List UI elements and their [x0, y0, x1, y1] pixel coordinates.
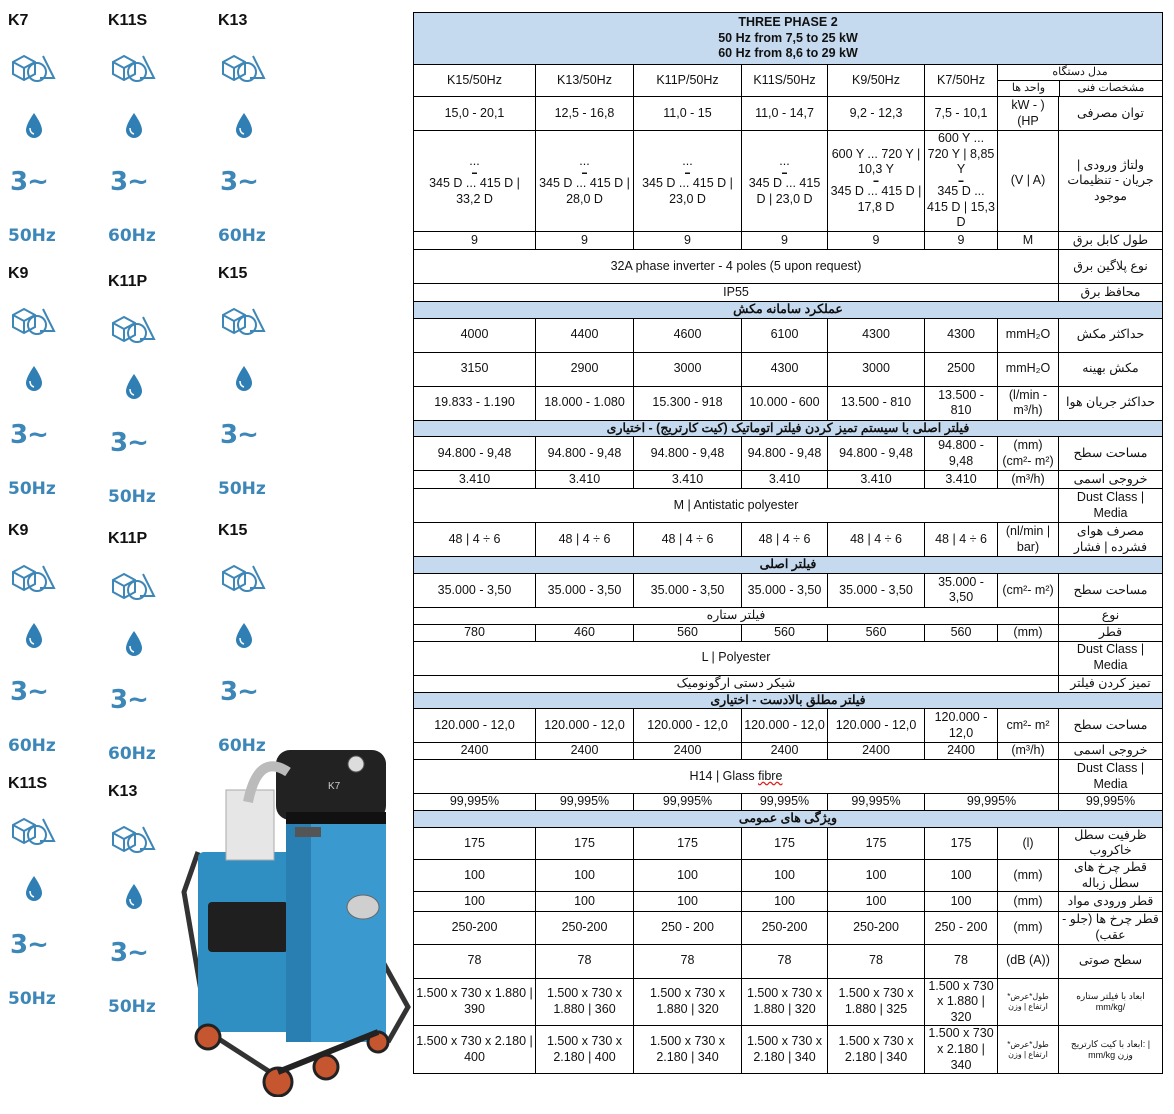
table-cell: 2400 — [414, 743, 536, 760]
materials-icon — [10, 813, 56, 849]
table-cell: 600 Y ... 720 Y | 8,85 Y ▬ 345 D ... 415 D | 15,3 D — [925, 131, 998, 232]
table-cell: IP55 — [414, 284, 1059, 302]
materials-icon — [110, 50, 156, 86]
table-cell: 78 — [742, 944, 828, 978]
table-cell: 99,995% — [536, 794, 634, 811]
table-cell: 11,0 - 15 — [634, 97, 742, 131]
table-cell: 175 — [742, 827, 828, 859]
model-name: K15 — [218, 265, 248, 282]
table-cell: 99,995% — [1059, 794, 1163, 811]
table-cell: 18.000 - 1.080 — [536, 386, 634, 420]
table-cell: 35.000 - 3,50 — [742, 573, 828, 607]
frequency-label: 50Hz — [8, 479, 56, 499]
table-cell: 120.000 - 12,0 — [828, 709, 925, 743]
table-cell: 1.500 x 730 x 1.880 | 320 — [742, 978, 828, 1026]
table-cell: 250-200 — [536, 912, 634, 944]
table-cell: 4300 — [828, 318, 925, 352]
table-cell: 1.500 x 730 x 2.180 | 400 — [414, 1026, 536, 1074]
model-name: K9 — [8, 522, 29, 539]
table-cell: 3.410 — [742, 471, 828, 489]
liquid-drop-icon — [24, 622, 44, 650]
row-label: ابعاد با فیلتر ستاره mm/kg/ — [1059, 978, 1163, 1026]
table-row — [414, 131, 1163, 232]
three-phase-icon: 3~ — [110, 167, 148, 197]
liquid-drop-icon — [124, 883, 144, 911]
unit-cell: (nl/min | bar) — [998, 523, 1059, 557]
table-cell: 99,995% — [742, 794, 828, 811]
table-cell: 560 — [828, 624, 925, 641]
three-phase-icon: 3~ — [220, 167, 258, 197]
table-cell: 4300 — [742, 352, 828, 386]
unit-cell: (m³/h) — [998, 471, 1059, 489]
column-header: K11P/50Hz — [634, 65, 742, 97]
table-row — [414, 860, 1163, 892]
unit-cell: (m³/h) — [998, 743, 1059, 760]
frequency-label: 50Hz — [108, 487, 156, 507]
table-cell: 460 — [536, 624, 634, 641]
table-cell: 99,995% — [925, 794, 1059, 811]
row-label: طول کابل برق — [1059, 232, 1163, 250]
unit-cell: (mm) — [998, 912, 1059, 944]
frequency-label: 60Hz — [218, 226, 266, 246]
header-labels: مدل دستگاه واحد ها مشخصات فنی — [998, 65, 1163, 97]
unit-cell: (l/min - m³/h) — [998, 386, 1059, 420]
table-row — [414, 675, 1163, 692]
table-row — [414, 912, 1163, 944]
row-label: سطح صوتی — [1059, 944, 1163, 978]
liquid-drop-icon — [124, 373, 144, 401]
row-label: توان مصرفی — [1059, 97, 1163, 131]
liquid-drop-icon — [234, 112, 254, 140]
table-cell: 35.000 - 3,50 — [828, 573, 925, 607]
table-cell: 94.800 - 9,48 — [536, 437, 634, 471]
table-cell: 48 | 4 ÷ 6 — [925, 523, 998, 557]
frequency-label: 60Hz — [108, 226, 156, 246]
frequency-label: 50Hz — [218, 479, 266, 499]
row-label: خروجی اسمی — [1059, 471, 1163, 489]
liquid-drop-icon — [24, 112, 44, 140]
table-cell: فیلتر ستاره — [414, 607, 1059, 624]
table-cell: 7,5 - 10,1 — [925, 97, 998, 131]
unit-cell: mmH₂O — [998, 318, 1059, 352]
table-cell: 2400 — [828, 743, 925, 760]
materials-icon — [110, 568, 156, 604]
table-cell: ... ▬ 345 D ... 415 D | 33,2 D — [414, 131, 536, 232]
section-row — [414, 302, 1163, 319]
table-cell: 3.410 — [536, 471, 634, 489]
table-cell: 1.500 x 730 x 1.880 | 325 — [828, 978, 925, 1026]
materials-icon — [10, 50, 56, 86]
table-cell: 2400 — [742, 743, 828, 760]
table-cell: 1.500 x 730 x 2.180 | 340 — [925, 1026, 998, 1074]
liquid-drop-icon — [234, 622, 254, 650]
table-cell: 3150 — [414, 352, 536, 386]
table-cell: 100 — [828, 860, 925, 892]
unit-cell: cm²- m² — [998, 709, 1059, 743]
table-cell: 1.500 x 730 x 1.880 | 390 — [414, 978, 536, 1026]
table-cell: 15.300 - 918 — [634, 386, 742, 420]
table-row — [414, 97, 1163, 131]
section-row — [414, 692, 1163, 709]
table-cell: 100 — [634, 892, 742, 912]
table-cell: ... ▬ 345 D ... 415 D | 23,0 D — [634, 131, 742, 232]
table-row — [414, 250, 1163, 284]
table-row — [414, 318, 1163, 352]
column-header: K7/50Hz — [925, 65, 998, 97]
row-label: محافظ برق — [1059, 284, 1163, 302]
row-label: خروجی اسمی — [1059, 743, 1163, 760]
three-phase-icon: 3~ — [10, 677, 48, 707]
table-row — [414, 352, 1163, 386]
table-cell: 560 — [925, 624, 998, 641]
table-cell: 94.800 - 9,48 — [828, 437, 925, 471]
model-name: K11P — [108, 273, 148, 290]
table-cell: 100 — [414, 860, 536, 892]
section-header: فیلتر اصلی با سیستم تمیز کردن فیلتر اتوماتیک (کیت کارتریج) - اختیاری — [414, 420, 1163, 437]
column-header: K15/50Hz — [414, 65, 536, 97]
table-cell: 78 — [536, 944, 634, 978]
section-row — [414, 557, 1163, 574]
vacuum-machine-illustration — [178, 742, 413, 1097]
table-cell: 780 — [414, 624, 536, 641]
section-header: عملکرد سامانه مکش — [414, 302, 1163, 319]
table-row — [414, 978, 1163, 1026]
section-header: فیلتر اصلی — [414, 557, 1163, 574]
unit-cell: طول*عرض* ارتفاع | وزن — [998, 978, 1059, 1026]
table-row — [414, 471, 1163, 489]
table-cell: 2400 — [925, 743, 998, 760]
table-cell: 9 — [828, 232, 925, 250]
machine-label: K7 — [328, 781, 341, 792]
table-cell: 13.500 - 810 — [925, 386, 998, 420]
table-cell: 48 | 4 ÷ 6 — [414, 523, 536, 557]
section-row — [414, 420, 1163, 437]
unit-cell: (mm) — [998, 624, 1059, 641]
table-cell: 175 — [536, 827, 634, 859]
table-cell: 4300 — [925, 318, 998, 352]
table-cell: 100 — [742, 892, 828, 912]
row-label: ظرفیت سطل خاکروب — [1059, 827, 1163, 859]
table-cell: 2400 — [536, 743, 634, 760]
table-row — [414, 489, 1163, 523]
table-cell: 78 — [634, 944, 742, 978]
table-cell: 2400 — [634, 743, 742, 760]
table-cell: 9 — [634, 232, 742, 250]
section-row — [414, 811, 1163, 828]
table-cell: 250-200 — [828, 912, 925, 944]
table-row — [414, 437, 1163, 471]
three-phase-icon: 3~ — [220, 420, 258, 450]
table-cell: 250-200 — [742, 912, 828, 944]
model-name: K15 — [218, 522, 248, 539]
table-cell: 3000 — [634, 352, 742, 386]
materials-icon — [10, 560, 56, 596]
spec-table — [413, 12, 1163, 1074]
table-cell: 175 — [414, 827, 536, 859]
materials-icon — [220, 50, 266, 86]
table-cell: 2500 — [925, 352, 998, 386]
table-cell: 35.000 - 3,50 — [925, 573, 998, 607]
frequency-label: 50Hz — [8, 989, 56, 1009]
row-label: ابعاد با کیت کارتریج: | mm/kg وزن — [1059, 1026, 1163, 1074]
table-cell: 99,995% — [634, 794, 742, 811]
table-cell: 9 — [536, 232, 634, 250]
liquid-drop-icon — [124, 112, 144, 140]
table-cell: 1.500 x 730 x 2.180 | 400 — [536, 1026, 634, 1074]
table-row — [414, 794, 1163, 811]
table-cell: 1.500 x 730 x 2.180 | 340 — [634, 1026, 742, 1074]
table-cell: 175 — [634, 827, 742, 859]
model-name: K11P — [108, 530, 148, 547]
frequency-label: 60Hz — [218, 736, 266, 756]
table-cell: 3.410 — [414, 471, 536, 489]
three-phase-icon: 3~ — [110, 685, 148, 715]
model-name: K11S — [8, 775, 48, 792]
column-header: K9/50Hz — [828, 65, 925, 97]
table-cell: 48 | 4 ÷ 6 — [828, 523, 925, 557]
table-cell: 9 — [925, 232, 998, 250]
table-cell: 99,995% — [828, 794, 925, 811]
table-cell: 560 — [634, 624, 742, 641]
table-cell: 2900 — [536, 352, 634, 386]
table-cell: 250-200 — [414, 912, 536, 944]
row-label: حداکثر مکش — [1059, 318, 1163, 352]
row-label: قطر چرخ های سطل زباله — [1059, 860, 1163, 892]
frequency-label: 50Hz — [108, 997, 156, 1017]
table-row — [414, 944, 1163, 978]
table-cell: 100 — [925, 860, 998, 892]
table-cell: 48 | 4 ÷ 6 — [634, 523, 742, 557]
table-cell: 250 - 200 — [925, 912, 998, 944]
table-cell: 11,0 - 14,7 — [742, 97, 828, 131]
table-cell: 19.833 - 1.190 — [414, 386, 536, 420]
table-cell: 35.000 - 3,50 — [414, 573, 536, 607]
table-cell: 10.000 - 600 — [742, 386, 828, 420]
table-cell: 4600 — [634, 318, 742, 352]
model-name: K7 — [8, 12, 29, 29]
table-cell: 100 — [536, 892, 634, 912]
table-cell: 94.800 - 9,48 — [925, 437, 998, 471]
table-cell: 3.410 — [828, 471, 925, 489]
table-cell: 1.500 x 730 x 1.880 | 320 — [634, 978, 742, 1026]
materials-icon — [110, 821, 156, 857]
table-cell: ... ▬ 345 D ... 415 D | 28,0 D — [536, 131, 634, 232]
three-phase-icon: 3~ — [220, 677, 258, 707]
table-row — [414, 284, 1163, 302]
frequency-label: 50Hz — [8, 226, 56, 246]
table-cell: 175 — [925, 827, 998, 859]
table-row — [414, 709, 1163, 743]
unit-cell: mmH₂O — [998, 352, 1059, 386]
three-phase-icon: 3~ — [10, 930, 48, 960]
table-cell: ... ▬ 345 D ... 415 D | 23,0 D — [742, 131, 828, 232]
table-cell: 35.000 - 3,50 — [634, 573, 742, 607]
table-cell: 100 — [634, 860, 742, 892]
table-cell: 78 — [925, 944, 998, 978]
row-label: قطر چرخ ها (جلو - عقب) — [1059, 912, 1163, 944]
table-cell: 1.500 x 730 x 1.880 | 360 — [536, 978, 634, 1026]
unit-cell: (dB (A)) — [998, 944, 1059, 978]
model-name: K9 — [8, 265, 29, 282]
materials-icon — [10, 303, 56, 339]
table-row — [414, 641, 1163, 675]
liquid-drop-icon — [24, 875, 44, 903]
materials-icon — [220, 560, 266, 596]
unit-cell: M — [998, 232, 1059, 250]
table-cell: 99,995% — [414, 794, 536, 811]
table-row — [414, 573, 1163, 607]
table-row — [414, 743, 1163, 760]
table-cell: 94.800 - 9,48 — [634, 437, 742, 471]
table-cell: 35.000 - 3,50 — [536, 573, 634, 607]
unit-cell: طول*عرض* ارتفاع | وزن — [998, 1026, 1059, 1074]
three-phase-icon: 3~ — [10, 167, 48, 197]
table-row — [414, 760, 1163, 794]
table-cell: 12,5 - 16,8 — [536, 97, 634, 131]
table-row — [414, 607, 1163, 624]
table-cell: 78 — [828, 944, 925, 978]
table-cell: 120.000 - 12,0 — [634, 709, 742, 743]
table-cell: 4000 — [414, 318, 536, 352]
unit-cell: (mm) — [998, 860, 1059, 892]
table-cell: 250 - 200 — [634, 912, 742, 944]
unit-cell: (cm²- m²) — [998, 573, 1059, 607]
liquid-drop-icon — [24, 365, 44, 393]
model-name: K13 — [108, 783, 138, 800]
row-label: Dust Class | Media — [1059, 760, 1163, 794]
table-cell: 1.500 x 730 x 2.180 | 340 — [828, 1026, 925, 1074]
table-cell: 600 Y ... 720 Y | 10,3 Y ▬ 345 D ... 415 D | 17,8 D — [828, 131, 925, 232]
table-row — [414, 65, 1163, 97]
liquid-drop-icon — [124, 630, 144, 658]
table-cell: 1.500 x 730 x 1.880 | 320 — [925, 978, 998, 1026]
three-phase-icon: 3~ — [110, 428, 148, 458]
section-header: فیلتر مطلق بالادست - اختیاری — [414, 692, 1163, 709]
row-label: مصرف هوای فشرده | فشار — [1059, 523, 1163, 557]
unit-cell: (l) — [998, 827, 1059, 859]
table-cell: 94.800 - 9,48 — [414, 437, 536, 471]
table-cell: 9,2 - 12,3 — [828, 97, 925, 131]
table-cell: 15,0 - 20,1 — [414, 97, 536, 131]
table-cell: 100 — [828, 892, 925, 912]
table-cell: 4400 — [536, 318, 634, 352]
table-cell: 32A phase inverter - 4 poles (5 upon request) — [414, 250, 1059, 284]
table-cell: 48 | 4 ÷ 6 — [536, 523, 634, 557]
row-label: حداکثر جریان هوا — [1059, 386, 1163, 420]
table-cell: 100 — [742, 860, 828, 892]
table-cell: 100 — [925, 892, 998, 912]
table-cell: 3000 — [828, 352, 925, 386]
frequency-label: 60Hz — [8, 736, 56, 756]
materials-icon — [110, 311, 156, 347]
unit-cell: (mm) — [998, 892, 1059, 912]
table-row — [414, 892, 1163, 912]
unit-cell: (mm)(cm²- m²) — [998, 437, 1059, 471]
section-header: ویژگی های عمومی — [414, 811, 1163, 828]
table-cell: 78 — [414, 944, 536, 978]
row-label: قطر — [1059, 624, 1163, 641]
table-cell: 100 — [414, 892, 536, 912]
table-title: THREE PHASE 2 50 Hz from 7,5 to 25 kW 60 Hz from 8,6 to 29 kW — [414, 13, 1163, 65]
row-label: تمیز کردن فیلتر — [1059, 675, 1163, 692]
column-header: K13/50Hz — [536, 65, 634, 97]
unit-cell: kW - ) (HP — [998, 97, 1059, 131]
table-cell: 120.000 - 12,0 — [536, 709, 634, 743]
table-cell: 120.000 - 12,0 — [742, 709, 828, 743]
row-label: Dust Class | Media — [1059, 489, 1163, 523]
row-label: نوع پلاگین برق — [1059, 250, 1163, 284]
table-cell: L | Polyester — [414, 641, 1059, 675]
column-header: K11S/50Hz — [742, 65, 828, 97]
model-name: K11S — [108, 12, 148, 29]
frequency-label: 60Hz — [108, 744, 156, 764]
table-row — [414, 523, 1163, 557]
table-cell: 175 — [828, 827, 925, 859]
table-cell: 1.500 x 730 x 2.180 | 340 — [742, 1026, 828, 1074]
table-cell: 3.410 — [634, 471, 742, 489]
table-row — [414, 232, 1163, 250]
unit-cell: (V | A) — [998, 131, 1059, 232]
row-label: قطر ورودی مواد — [1059, 892, 1163, 912]
liquid-drop-icon — [234, 365, 254, 393]
table-cell: 9 — [742, 232, 828, 250]
table-cell: 13.500 - 810 — [828, 386, 925, 420]
table-row — [414, 827, 1163, 859]
table-cell: 120.000 - 12,0 — [414, 709, 536, 743]
table-cell: 3.410 — [925, 471, 998, 489]
table-cell: H14 | Glass fibre — [414, 760, 1059, 794]
materials-icon — [220, 303, 266, 339]
model-name: K13 — [218, 12, 248, 29]
three-phase-icon: 3~ — [110, 938, 148, 968]
table-cell: 120.000 - 12,0 — [925, 709, 998, 743]
table-row — [414, 624, 1163, 641]
row-label: نوع — [1059, 607, 1163, 624]
table-cell: 9 — [414, 232, 536, 250]
row-label: ولتاژ ورودی | جریان - تنظیمات موجود — [1059, 131, 1163, 232]
table-cell: 94.800 - 9,48 — [742, 437, 828, 471]
row-label: مکش بهینه — [1059, 352, 1163, 386]
table-row — [414, 1026, 1163, 1074]
table-cell: شیکر دستی ارگونومیک — [414, 675, 1059, 692]
row-label: مساحت سطح — [1059, 437, 1163, 471]
table-cell: 100 — [536, 860, 634, 892]
table-cell: 6100 — [742, 318, 828, 352]
row-label: Dust Class | Media — [1059, 641, 1163, 675]
three-phase-icon: 3~ — [10, 420, 48, 450]
row-label: مساحت سطح — [1059, 709, 1163, 743]
table-row — [414, 386, 1163, 420]
row-label: مساحت سطح — [1059, 573, 1163, 607]
table-cell: M | Antistatic polyester — [414, 489, 1059, 523]
table-cell: 48 | 4 ÷ 6 — [742, 523, 828, 557]
table-cell: 560 — [742, 624, 828, 641]
